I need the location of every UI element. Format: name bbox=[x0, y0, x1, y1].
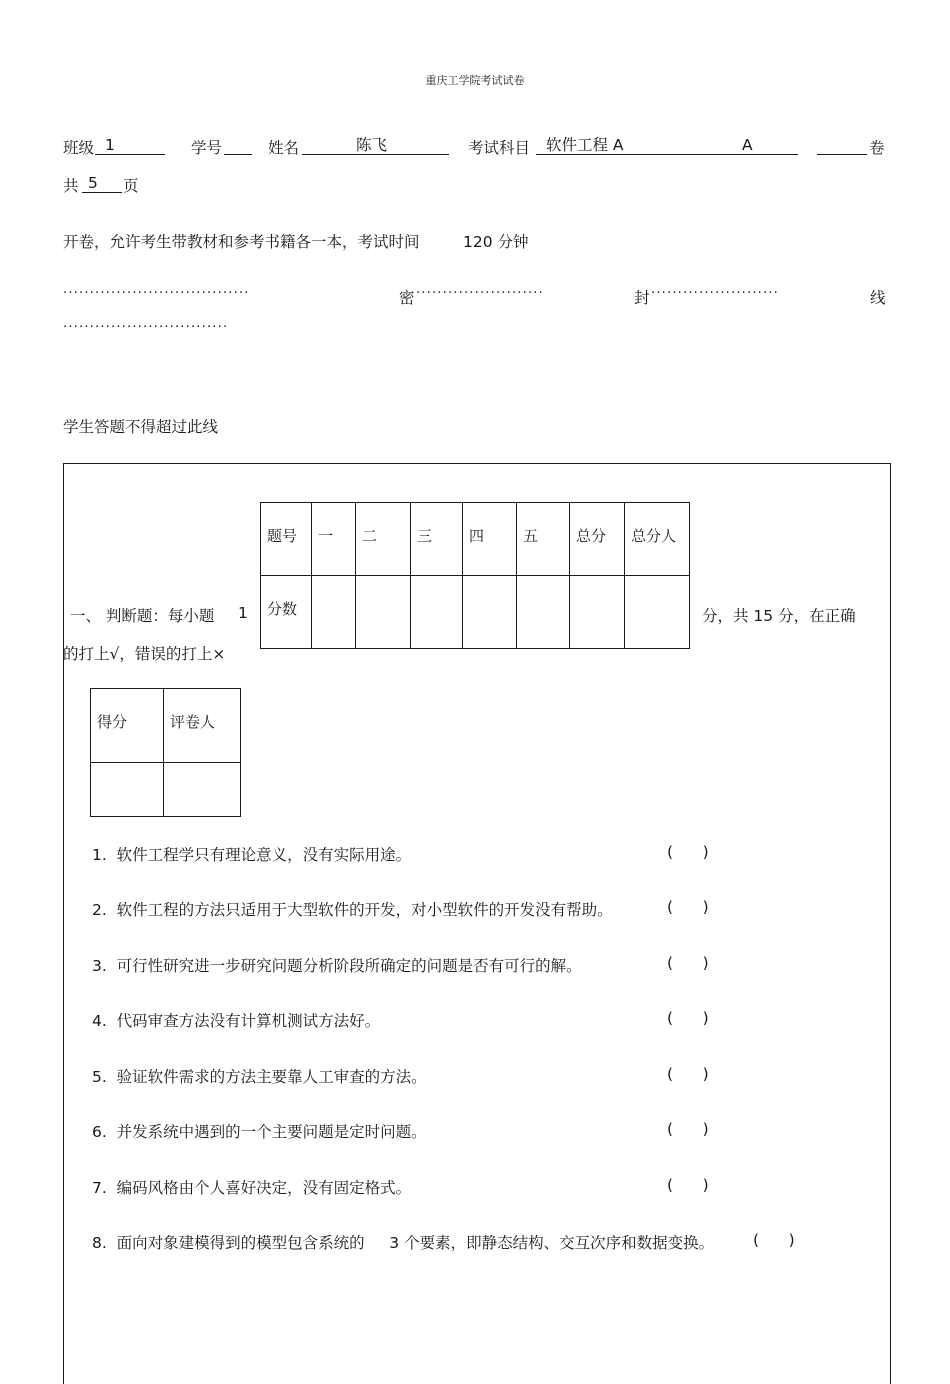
total-pages-field[interactable]: 5 bbox=[82, 174, 122, 193]
question-1 bbox=[92, 843, 411, 865]
question-number: 6. bbox=[92, 1123, 107, 1141]
exam-title: 重庆工学院考试试卷 bbox=[425, 74, 525, 87]
score-cell-4[interactable] bbox=[463, 576, 517, 649]
score-table bbox=[260, 502, 690, 649]
question-6 bbox=[92, 1120, 427, 1142]
student-id-field[interactable] bbox=[224, 136, 252, 155]
score-header-cell: 总分人 bbox=[625, 503, 690, 576]
question-text: 并发系统中遇到的一个主要问题是定时问题。 bbox=[116, 1123, 427, 1141]
grader-score-cell[interactable] bbox=[91, 763, 164, 817]
answer-blank-7[interactable]: ( ) bbox=[667, 1176, 709, 1194]
class-field[interactable]: 1 bbox=[95, 136, 165, 155]
subject-label: 考试科目 bbox=[468, 139, 531, 157]
question-2 bbox=[92, 898, 613, 920]
section1-points: 1 bbox=[238, 604, 248, 622]
question-number: 4. bbox=[92, 1012, 107, 1030]
score-header-cell: 四 bbox=[463, 503, 517, 576]
seal-dots-d: ······························· bbox=[63, 320, 229, 335]
score-cell-1[interactable] bbox=[312, 576, 356, 649]
seal-dots-a: ··································· bbox=[63, 286, 250, 301]
question-5 bbox=[92, 1065, 427, 1087]
grader-name-label: 评卷人 bbox=[164, 689, 241, 763]
paper-label: 卷 bbox=[869, 139, 885, 157]
paper-type-value: A bbox=[742, 136, 753, 154]
class-label: 班级 bbox=[63, 139, 95, 157]
score-header-cell: 总分 bbox=[570, 503, 625, 576]
answer-blank-2[interactable]: ( ) bbox=[667, 898, 709, 916]
question-text: 可行性研究进一步研究问题分析阶段所确定的问题是否有可行的解。 bbox=[116, 957, 582, 975]
seal-dots-c: ························ bbox=[651, 286, 779, 301]
question-text: 验证软件需求的方法主要靠人工审查的方法。 bbox=[116, 1068, 427, 1086]
section1-intro-right: 分，共 15 分，在正确 bbox=[702, 607, 856, 625]
seal-feng: 封 bbox=[634, 289, 650, 307]
question-text: 面向对象建模得到的模型包含系统的 3 个要素，即静态结构、交互次序和数据变换。 bbox=[116, 1234, 715, 1252]
seal-xian: 线 bbox=[870, 289, 886, 307]
answer-blank-4[interactable]: ( ) bbox=[667, 1009, 709, 1027]
grader-score-label: 得分 bbox=[91, 689, 164, 763]
question-4 bbox=[92, 1009, 380, 1031]
grader-table bbox=[90, 688, 241, 817]
score-cell-totaler[interactable] bbox=[625, 576, 690, 649]
answer-blank-8[interactable]: ( ) bbox=[753, 1231, 795, 1249]
score-header-cell: 二 bbox=[356, 503, 411, 576]
question-number: 5. bbox=[92, 1068, 107, 1086]
subject-value: 软件工程 A bbox=[546, 136, 624, 154]
question-number: 7. bbox=[92, 1179, 107, 1197]
score-header-cell: 一 bbox=[312, 503, 356, 576]
question-text: 软件工程学只有理论意义，没有实际用途。 bbox=[116, 846, 412, 864]
answer-blank-6[interactable]: ( ) bbox=[667, 1120, 709, 1138]
question-number: 3. bbox=[92, 957, 107, 975]
answer-blank-5[interactable]: ( ) bbox=[667, 1065, 709, 1083]
page-label: 页 bbox=[123, 177, 139, 195]
question-number: 8. bbox=[92, 1234, 107, 1252]
seal-mi: 密 bbox=[399, 289, 415, 307]
student-id-label: 学号 bbox=[191, 139, 223, 157]
question-text: 软件工程的方法只适用于大型软件的开发，对小型软件的开发没有帮助。 bbox=[116, 901, 613, 919]
score-cell-5[interactable] bbox=[517, 576, 570, 649]
question-text: 编码风格由个人喜好决定，没有固定格式。 bbox=[116, 1179, 412, 1197]
score-cell-total[interactable] bbox=[570, 576, 625, 649]
section1-intro-line2: 的打上√，错误的打上× bbox=[63, 645, 226, 663]
name-label: 姓名 bbox=[268, 139, 300, 157]
question-number: 1. bbox=[92, 846, 107, 864]
section1-intro: 一、 判断题：每小题 bbox=[70, 607, 215, 625]
question-3 bbox=[92, 954, 582, 976]
answer-blank-3[interactable]: ( ) bbox=[667, 954, 709, 972]
name-field[interactable]: 陈飞 bbox=[302, 136, 449, 155]
score-cell-3[interactable] bbox=[411, 576, 463, 649]
score-header-cell: 题号 bbox=[261, 503, 312, 576]
score-row-label: 分数 bbox=[261, 576, 312, 649]
score-header-cell: 三 bbox=[411, 503, 463, 576]
score-cell-2[interactable] bbox=[356, 576, 411, 649]
question-text: 代码审查方法没有计算机测试方法好。 bbox=[116, 1012, 381, 1030]
subject-field[interactable] bbox=[536, 136, 798, 155]
paper-blank-field[interactable] bbox=[817, 136, 867, 155]
question-8 bbox=[92, 1231, 714, 1253]
question-7 bbox=[92, 1176, 411, 1198]
seal-dots-b: ························ bbox=[416, 286, 544, 301]
grader-name-cell[interactable] bbox=[164, 763, 241, 817]
answer-boundary-warning: 学生答题不得超过此线 bbox=[63, 418, 219, 436]
score-header-cell: 五 bbox=[517, 503, 570, 576]
exam-note: 开卷，允许考生带教材和参考书籍各一本，考试时间 bbox=[63, 233, 420, 251]
exam-time: 120 分钟 bbox=[463, 233, 529, 251]
question-number: 2. bbox=[92, 901, 107, 919]
total-label: 共 bbox=[63, 177, 79, 195]
answer-blank-1[interactable]: ( ) bbox=[667, 843, 709, 861]
